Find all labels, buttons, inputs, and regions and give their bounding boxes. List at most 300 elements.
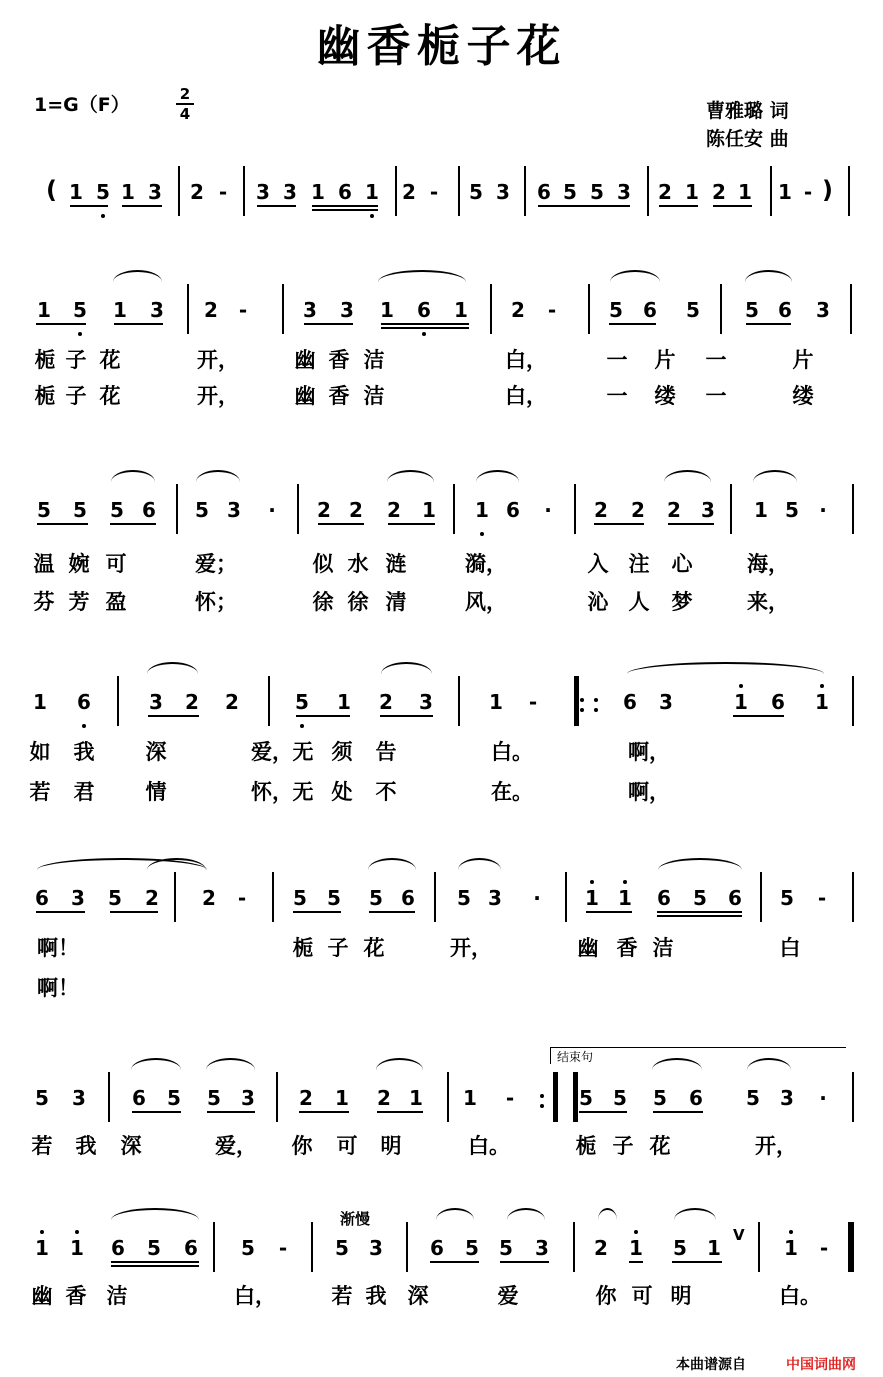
meter-bottom: 4	[179, 105, 191, 123]
note: 2	[658, 180, 672, 204]
repeat-dots	[540, 1088, 544, 1114]
barline	[720, 284, 722, 334]
lyric-char: 白，	[505, 383, 547, 408]
note: 2	[349, 498, 363, 522]
lyric-char: 婉	[68, 551, 90, 576]
underline-beam	[672, 1261, 722, 1263]
lyric-char: 啊！	[37, 975, 79, 1000]
underline-beam	[629, 1261, 643, 1263]
note: 2	[594, 498, 608, 522]
underline-beam	[70, 205, 108, 207]
barline	[395, 166, 397, 216]
underline-beam	[293, 911, 341, 913]
note: 3	[617, 180, 631, 204]
note: 3	[488, 886, 502, 910]
intro-close-paren: )	[822, 176, 833, 204]
note: 6	[771, 690, 785, 714]
note: ·	[819, 498, 827, 522]
note: 1	[31, 1236, 53, 1260]
slur	[745, 270, 792, 294]
lyric-char: 幽	[294, 383, 316, 408]
barline	[647, 166, 649, 216]
lyric-char: 似	[312, 551, 334, 576]
lyric-char: 啊，	[628, 779, 670, 804]
low-octave-dot	[480, 532, 484, 536]
lyric-char: 你	[291, 1133, 313, 1158]
lyric-char: 温	[33, 551, 55, 576]
lyric-char: 花	[99, 347, 121, 372]
barline	[850, 284, 852, 334]
note: -	[237, 886, 247, 910]
barline	[243, 166, 245, 216]
barline	[565, 872, 567, 922]
underline-beam	[657, 911, 742, 913]
barline	[178, 166, 180, 216]
note: 3	[150, 298, 164, 322]
lyric-char: 开，	[197, 347, 239, 372]
system3-lyrics1	[0, 736, 883, 766]
lyric-char: 水	[347, 551, 369, 576]
note: 5	[335, 1236, 349, 1260]
lyric-char: 若	[29, 779, 51, 804]
note: 5	[291, 690, 313, 714]
note: 3	[340, 298, 354, 322]
note: 1	[69, 180, 83, 204]
underline-beam	[586, 911, 632, 913]
note: 1	[311, 180, 325, 204]
note: 5	[499, 1236, 513, 1260]
underline-beam	[257, 205, 296, 207]
slur	[368, 858, 416, 882]
note: 2	[594, 1236, 608, 1260]
slur	[658, 858, 742, 882]
note: 1	[335, 1086, 349, 1110]
high-octave-dot	[590, 880, 594, 884]
underline-beam	[148, 715, 199, 717]
slur	[131, 1058, 181, 1082]
note: 3	[72, 1086, 86, 1110]
lyric-char: 洁	[363, 383, 385, 408]
lyric-char: 明	[670, 1283, 692, 1308]
note: 1	[113, 298, 127, 322]
system1-lyrics1	[0, 344, 883, 374]
barline	[490, 284, 492, 334]
note: 2	[667, 498, 681, 522]
lyric-char: 须	[331, 739, 353, 764]
lyric-char: 子	[612, 1133, 634, 1158]
note: 5	[73, 498, 87, 522]
low-octave-dot	[82, 724, 86, 728]
note: 5	[693, 886, 707, 910]
note: 6	[142, 498, 156, 522]
lyric-char: 一	[705, 347, 727, 372]
barline	[213, 1222, 215, 1272]
note: 1	[33, 690, 47, 714]
lyric-char: 香	[328, 347, 350, 372]
note: 5	[167, 1086, 181, 1110]
note: 1	[454, 298, 468, 322]
underline-beam	[430, 1261, 479, 1263]
note: 6	[111, 1236, 125, 1260]
note: -	[528, 690, 538, 714]
barline	[406, 1222, 408, 1272]
note: 6	[430, 1236, 444, 1260]
low-octave-dot	[300, 724, 304, 728]
lyric-char: 心	[671, 551, 693, 576]
lyric-char: 白。	[779, 1283, 821, 1308]
underline-beam	[653, 1111, 703, 1113]
note: 2	[712, 180, 726, 204]
note: 6	[657, 886, 671, 910]
high-octave-dot	[789, 1230, 793, 1234]
barline	[268, 676, 270, 726]
lyric-char: 盈	[105, 589, 127, 614]
note: 1	[37, 298, 51, 322]
note: 1	[754, 498, 768, 522]
underline-beam	[312, 209, 378, 211]
note: 5	[745, 298, 759, 322]
barline	[176, 484, 178, 534]
note: ·	[268, 498, 276, 522]
underline-beam	[746, 323, 791, 325]
note: 5	[746, 1086, 760, 1110]
note: 6	[413, 298, 435, 322]
underline-beam	[579, 1111, 627, 1113]
lyric-char: 幽	[31, 1283, 53, 1308]
lyric-char: 注	[628, 551, 650, 576]
note: 6	[35, 886, 49, 910]
ending-label: 结束句	[557, 1050, 594, 1064]
note: 6	[623, 690, 637, 714]
note: 1	[625, 1236, 647, 1260]
lyric-char: 栀	[34, 347, 56, 372]
repeat-barline	[573, 1072, 578, 1122]
lyric-char: 片	[654, 347, 676, 372]
lyric-char: 来，	[747, 589, 789, 614]
note: 5	[69, 298, 91, 322]
lyric-char: 洁	[106, 1283, 128, 1308]
lyric-char: 若	[31, 1133, 53, 1158]
barline	[117, 676, 119, 726]
note: 1	[780, 1236, 802, 1260]
note: 2	[145, 886, 159, 910]
underline-beam	[110, 911, 158, 913]
lyric-char: 爱	[497, 1283, 519, 1308]
lyric-char: 香	[328, 383, 350, 408]
barline	[311, 1222, 313, 1272]
note: -	[817, 886, 827, 910]
note: 3	[71, 886, 85, 910]
lyric-char: 一	[606, 383, 628, 408]
lyric-char: 君	[73, 779, 95, 804]
barline	[758, 1222, 760, 1272]
lyric-char: 白，	[505, 347, 547, 372]
note: 6	[506, 498, 520, 522]
barline	[447, 1072, 449, 1122]
note: -	[278, 1236, 288, 1260]
note: 6	[778, 298, 792, 322]
lyric-char: 不	[375, 779, 397, 804]
barline	[852, 1072, 854, 1122]
system6-lyrics1	[0, 1280, 883, 1310]
lyric-char: 可	[105, 551, 127, 576]
system1-notes	[0, 298, 883, 338]
note: 3	[535, 1236, 549, 1260]
system3-notes	[0, 690, 883, 730]
note: 2	[202, 886, 216, 910]
system3-lyrics2	[0, 776, 883, 806]
lyric-char: 无	[292, 739, 314, 764]
repeat-barline	[848, 1222, 853, 1272]
lyric-char: 一	[705, 383, 727, 408]
lyric-char: 深	[407, 1283, 429, 1308]
note: 5	[110, 498, 124, 522]
note: ·	[533, 886, 541, 910]
note: -	[547, 298, 557, 322]
note: 5	[207, 1086, 221, 1110]
note: 5	[590, 180, 604, 204]
lyric-char: 徐	[347, 589, 369, 614]
lyric-char: 啊，	[628, 739, 670, 764]
low-octave-dot	[78, 332, 82, 336]
note: 3	[659, 690, 673, 714]
note: 1	[581, 886, 603, 910]
note: -	[238, 298, 248, 322]
underline-beam	[37, 523, 88, 525]
barline	[730, 484, 732, 534]
barline	[770, 166, 772, 216]
note: 3	[496, 180, 510, 204]
composer-credit: 陈任安 曲	[706, 128, 789, 150]
underline-beam	[36, 323, 86, 325]
lyric-char: 白	[779, 935, 801, 960]
underline-beam	[657, 915, 742, 917]
lyric-char: 风，	[465, 589, 507, 614]
barline	[282, 284, 284, 334]
repeat-barline	[553, 1072, 558, 1122]
underline-beam	[299, 1111, 349, 1113]
note: 3	[241, 1086, 255, 1110]
note: -	[803, 180, 813, 204]
lyric-char: 片	[792, 347, 814, 372]
slur	[147, 662, 198, 686]
note: 2	[511, 298, 525, 322]
low-octave-dot	[101, 214, 105, 218]
lyric-char: 啊！	[37, 935, 79, 960]
note: 6	[728, 886, 742, 910]
note: ·	[819, 1086, 827, 1110]
note: 2	[317, 498, 331, 522]
note: 6	[338, 180, 352, 204]
note: 1	[361, 180, 383, 204]
barline	[574, 484, 576, 534]
note: 3	[227, 498, 241, 522]
note: 2	[631, 498, 645, 522]
note: 5	[457, 886, 471, 910]
lyric-char: 沁	[587, 589, 609, 614]
lyric-char: 入	[587, 551, 609, 576]
barline	[187, 284, 189, 334]
underline-beam	[377, 1111, 423, 1113]
underline-beam	[388, 523, 435, 525]
intro-notes	[0, 180, 883, 220]
note: 5	[613, 1086, 627, 1110]
lyric-char: 我	[75, 1133, 97, 1158]
note: 5	[785, 498, 799, 522]
underline-beam	[659, 205, 698, 207]
slur	[507, 1208, 545, 1232]
low-octave-dot	[370, 214, 374, 218]
barline	[848, 166, 850, 216]
underline-beam	[369, 911, 415, 913]
barline	[573, 1222, 575, 1272]
barline	[852, 484, 854, 534]
slur	[387, 470, 434, 494]
underline-beam	[312, 205, 378, 207]
underline-beam	[668, 523, 714, 525]
lyric-char: 栀	[292, 935, 314, 960]
lyric-char: 爱，	[215, 1133, 257, 1158]
slur	[147, 858, 206, 882]
system2-lyrics1	[0, 548, 883, 578]
lyric-char: 漪，	[465, 551, 507, 576]
lyric-char: 清	[385, 589, 407, 614]
repeat-dots	[594, 692, 598, 718]
underline-beam	[132, 1111, 181, 1113]
barline	[852, 872, 854, 922]
underline-beam	[538, 205, 630, 207]
lyric-char: 处	[331, 779, 353, 804]
note: 6	[689, 1086, 703, 1110]
note: 5	[37, 498, 51, 522]
underline-beam	[122, 205, 162, 207]
note: 5	[673, 1236, 687, 1260]
lyric-char: 我	[73, 739, 95, 764]
note: 5	[327, 886, 341, 910]
source-label: 本曲谱源自	[676, 1357, 746, 1373]
lyric-char: 花	[649, 1133, 671, 1158]
underline-beam	[36, 911, 85, 913]
note: 1	[121, 180, 135, 204]
lyric-char: 怀；	[195, 589, 237, 614]
slur	[436, 1208, 474, 1232]
slur	[381, 662, 432, 686]
note: 2	[204, 298, 218, 322]
note: 1	[380, 298, 394, 322]
barline	[458, 676, 460, 726]
underline-beam	[110, 523, 156, 525]
repeat-dots	[580, 692, 584, 718]
lyric-char: 香	[65, 1283, 87, 1308]
lyric-char: 徐	[312, 589, 334, 614]
barline	[458, 166, 460, 216]
note: 1	[463, 1086, 477, 1110]
note: 5	[469, 180, 483, 204]
note: 3	[149, 690, 163, 714]
underline-beam	[381, 327, 469, 329]
system4-lyrics1	[0, 932, 883, 962]
lyric-char: 海，	[747, 551, 789, 576]
barline	[524, 166, 526, 216]
note: 6	[73, 690, 95, 714]
note: 5	[147, 1236, 161, 1260]
slur	[627, 662, 824, 686]
lyric-char: 芳	[68, 589, 90, 614]
slur	[378, 270, 466, 294]
lyric-char: 香	[616, 935, 638, 960]
lyric-char: 白。	[468, 1133, 510, 1158]
underline-beam	[713, 205, 752, 207]
note: 2	[379, 690, 393, 714]
lyric-char: 幽	[294, 347, 316, 372]
tempo-mark: 渐慢	[340, 1210, 371, 1228]
note: 5	[92, 180, 114, 204]
note: 3	[369, 1236, 383, 1260]
lyric-char: 开，	[197, 383, 239, 408]
lyric-char: 人	[628, 589, 650, 614]
slur	[111, 1208, 199, 1232]
lyric-char: 涟	[385, 551, 407, 576]
note: 2	[377, 1086, 391, 1110]
ending-bracket	[550, 1047, 846, 1064]
note: 6	[132, 1086, 146, 1110]
lyric-char: 白。	[491, 739, 533, 764]
repeat-barline	[574, 676, 579, 726]
lyric-char: 爱；	[195, 551, 237, 576]
lyric-char: 栀	[575, 1133, 597, 1158]
time-signature	[176, 86, 194, 122]
note: 5	[579, 1086, 593, 1110]
lyric-char: 子	[327, 935, 349, 960]
lyric-char: 开，	[450, 935, 492, 960]
barline	[852, 676, 854, 726]
barline	[297, 484, 299, 534]
system5-lyrics1	[0, 1130, 883, 1160]
underline-beam	[111, 1261, 199, 1263]
note: 5	[609, 298, 623, 322]
lyric-char: 我	[365, 1283, 387, 1308]
underline-beam	[114, 323, 163, 325]
lyric-char: 缕	[654, 383, 676, 408]
system2-notes	[0, 498, 883, 538]
lyric-char: 一	[606, 347, 628, 372]
note: 1	[471, 498, 493, 522]
underline-beam	[380, 715, 433, 717]
high-octave-dot	[634, 1230, 638, 1234]
note: 1	[66, 1236, 88, 1260]
note: ·	[544, 498, 552, 522]
note: 1	[738, 180, 752, 204]
barline	[453, 484, 455, 534]
lyric-char: 爱，	[251, 739, 293, 764]
slur	[376, 1058, 423, 1082]
lyric-char: 洁	[652, 935, 674, 960]
underline-beam	[500, 1261, 549, 1263]
note: 6	[184, 1236, 198, 1260]
note: 3	[419, 690, 433, 714]
slur	[674, 1208, 716, 1232]
barline	[276, 1072, 278, 1122]
note: 3	[148, 180, 162, 204]
note: 3	[780, 1086, 794, 1110]
slur	[458, 858, 501, 882]
underline-beam	[111, 1265, 199, 1267]
note: 5	[195, 498, 209, 522]
lyric-char: 如	[29, 739, 51, 764]
note: 2	[387, 498, 401, 522]
barline	[434, 872, 436, 922]
note: 2	[299, 1086, 313, 1110]
